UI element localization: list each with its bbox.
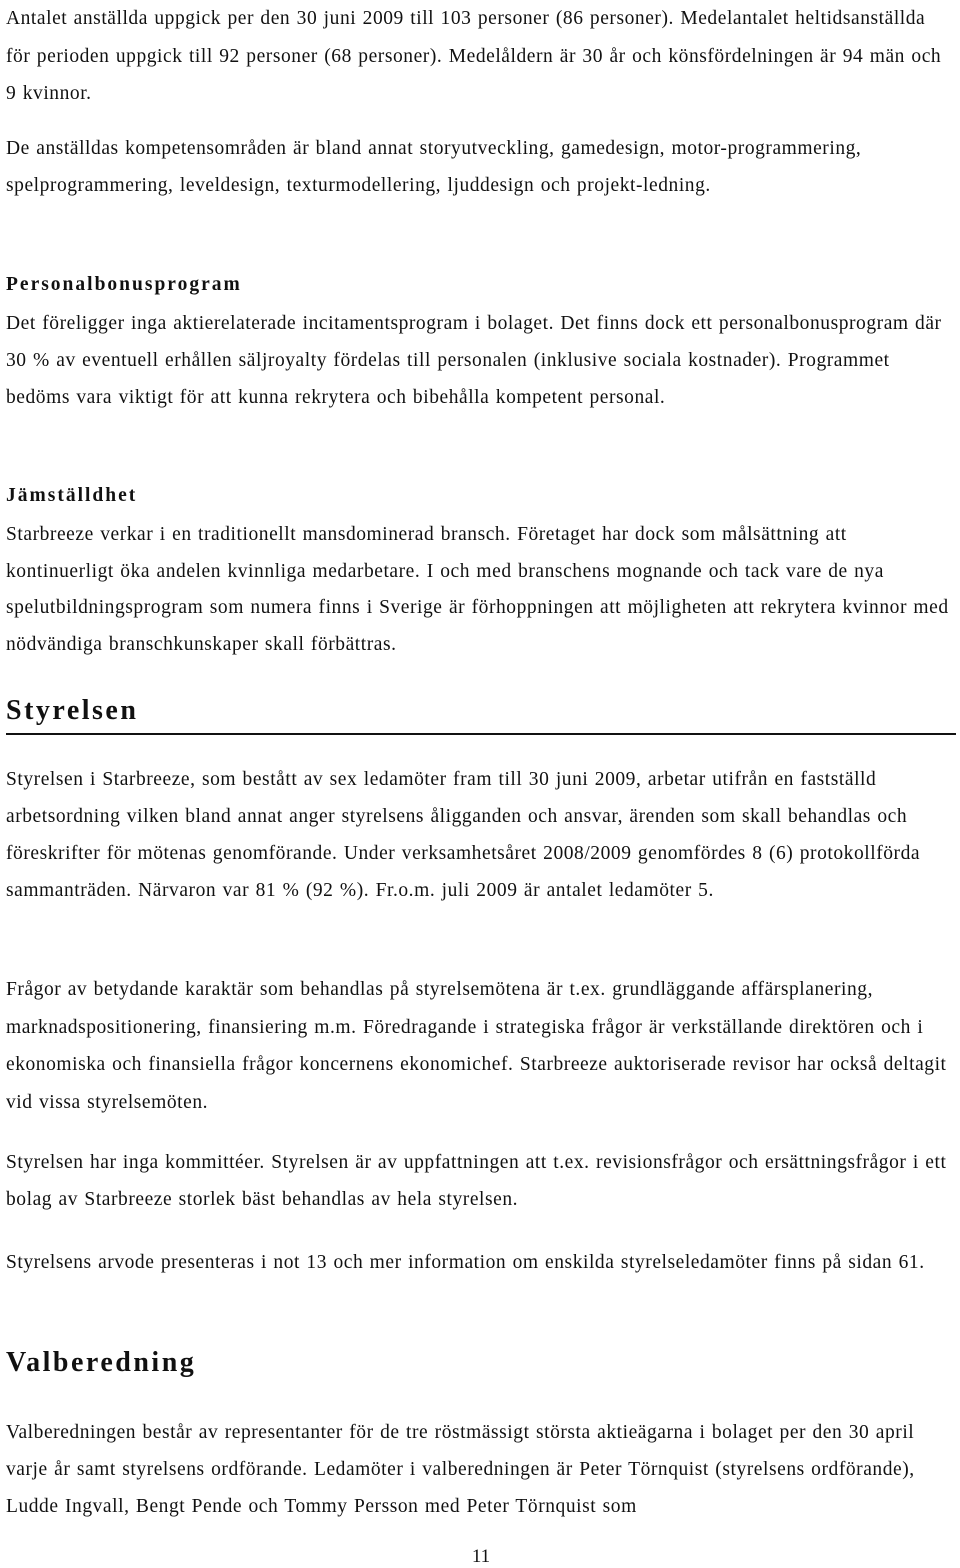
paragraph-board-2: Frågor av betydande karaktär som behandlas på styrelsemötena är t.ex. grundläggande affärsplanering, marknadspositionering, finansiering m.m. Föredragande i strategiska frågor är verkställande direktören och i ekonomiska och finansiella frågor koncernens ekonomichef. Starbreeze auktoriserade revisor har också deltagit vid vissa styrelsemöten. [6,979,947,1113]
paragraph-board-1: Styrelsen i Starbreeze, som bestått av sex ledamöter fram till 30 juni 2009, arbetar utifrån en fastställd arbetsordning vilken bland annat anger styrelsens åligganden och ansvar, ärenden som skall behandlas och föreskrifter för mötenas genomförande. Under verksamhetsåret 2008/2009 genomfördes 8 (6) protokollförda sammanträden. Närvaron var 81 % (92 %). Fr.o.m. juli 2009 är antalet ledamöter 5. [6,769,921,901]
paragraph-bonus: Det föreligger inga aktierelaterade incitamentsprogram i bolaget. Det finns dock ett personalbonusprogram där 30 % av eventuell erhållen säljroyalty fördelas till personalen (inklusive sociala kostnader). Programmet bedöms vara viktigt för att kunna rekrytera och bibehålla kompetent personal. [6,313,942,408]
page-number: 11 [471,1546,491,1567]
paragraph-competence: De anställdas kompetensområden är bland annat storyutveckling, gamedesign, motor-programmering, spelprogrammering, leveldesign, texturmodellering, ljuddesign och projekt-ledning. [6,138,862,196]
document-page [6,0,956,1568]
paragraph-staff-count: Antalet anställda uppgick per den 30 juni 2009 till 103 personer (86 personer). Medelantalet heltidsanställda för perioden uppgick till 92 personer (68 personer). Medelåldern är 30 år och könsfördelningen är 94 män och 9 kvinnor. [6,8,942,104]
paragraph-board-4: Styrelsens arvode presenteras i not 13 och mer information om enskilda styrelseledamöter finns på sidan 61. [6,1252,925,1273]
section-title-styrelsen: Styrelsen [6,695,956,735]
paragraph-equality: Starbreeze verkar i en traditionellt mansdominerad bransch. Företaget har dock som målsättning att kontinuerligt öka andelen kvinnliga medarbetare. I och med branschens mognande och tack vare de nya spelutbildningsprogram som numera finns i Sverige är förhoppningen att möjligheten att rekrytera kvinnor med nödvändiga branschkunskaper skall förbättras. [6,524,949,655]
paragraph-board-3: Styrelsen har inga kommittéer. Styrelsen är av uppfattningen att t.ex. revisionsfrågor och ersättningsfrågor i ett bolag av Starbreeze storlek bäst behandlas av hela styrelsen. [6,1152,947,1210]
heading-jamstalldhet: Jämställdhet [6,485,138,506]
heading-personalbonusprogram: Personalbonusprogram [6,274,242,295]
paragraph-nomination: Valberedningen består av representanter för de tre röstmässigt största aktieägarna i bolaget per den 30 april varje år samt styrelsens ordförande. Ledamöter i valberedningen är Peter Törnquist (styrelsens ordförande), Ludde Ingvall, Bengt Pende och Tommy Persson med Peter Törnquist som [6,1422,915,1517]
section-title-valberedning: Valberedning [6,1347,197,1378]
